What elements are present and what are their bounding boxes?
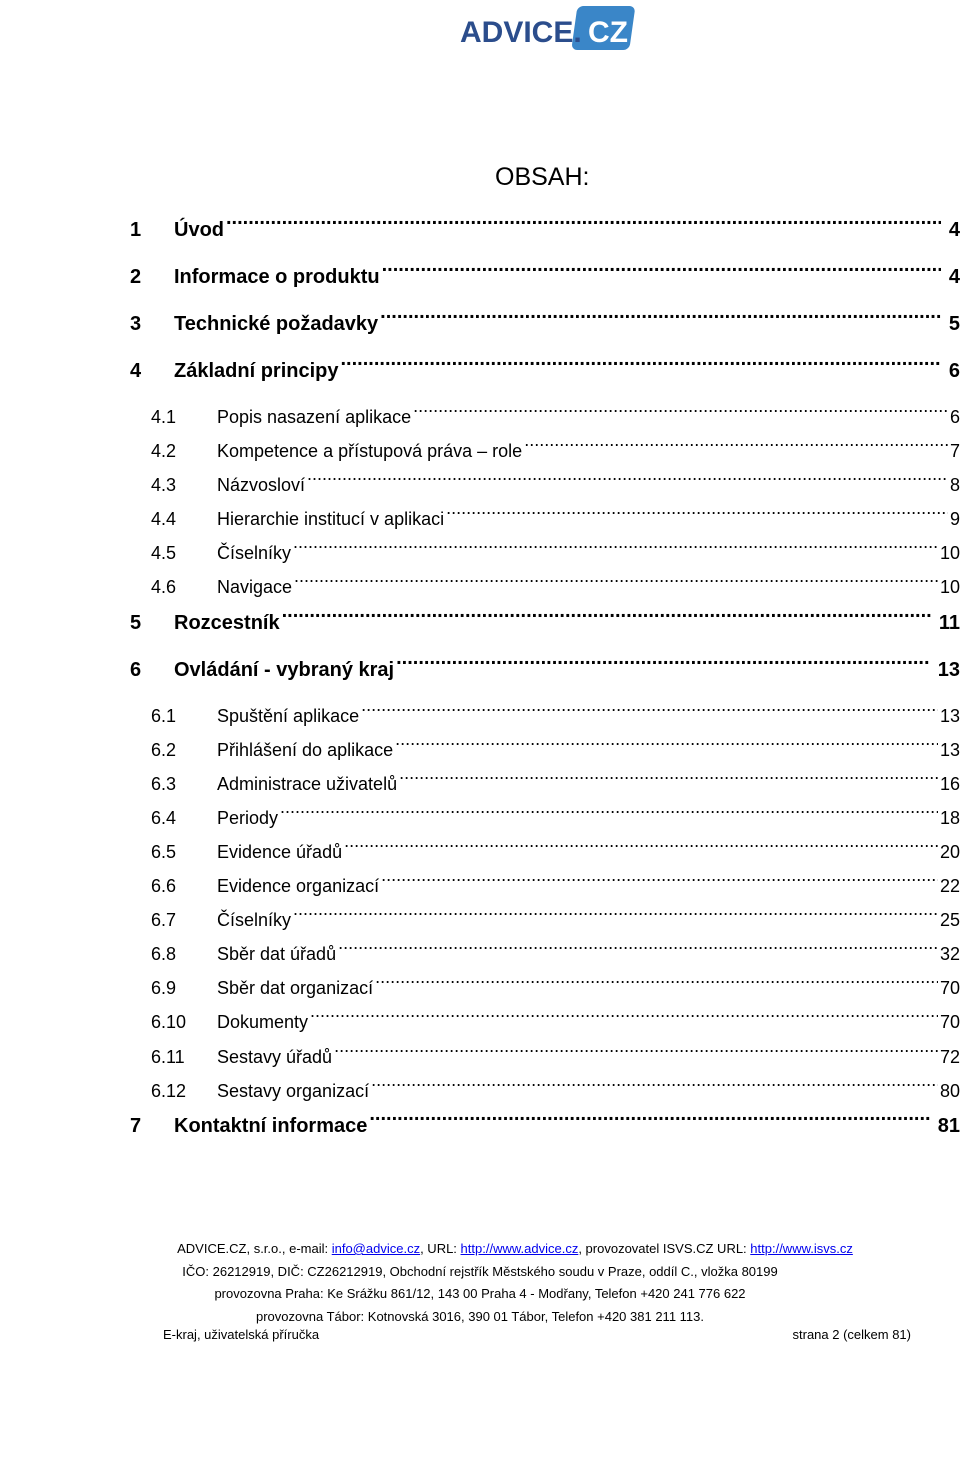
- toc-entry-number: 3: [130, 313, 142, 335]
- page-footer-row: [163, 1327, 911, 1342]
- toc-entry[interactable]: [130, 434, 960, 468]
- toc-entry-title: Sběr dat organizací: [217, 978, 374, 999]
- toc-leader-dots: [294, 572, 938, 594]
- toc-entry-title: Úvod: [174, 219, 224, 241]
- toc-leader-dots: [369, 1108, 929, 1132]
- toc-entry[interactable]: [130, 1005, 960, 1039]
- toc-leader-dots: [293, 905, 938, 927]
- footer-contact-line: [0, 1238, 960, 1261]
- toc-leader-dots: [282, 605, 931, 629]
- toc-entry-title: Sestavy úřadů: [217, 1046, 333, 1067]
- footer: [0, 1238, 960, 1328]
- table-of-contents: [130, 212, 960, 1155]
- toc-entry-page: 16: [939, 773, 960, 794]
- toc-entry-title: Informace o produktu: [174, 266, 380, 288]
- toc-entry-title: Kontaktní informace: [174, 1114, 368, 1137]
- toc-entry-title: Hierarchie institucí v aplikaci: [217, 509, 445, 530]
- footer-email-link[interactable]: info@advice.cz: [331, 1241, 421, 1256]
- toc-entry[interactable]: [130, 502, 960, 536]
- toc-entry[interactable]: [130, 1108, 960, 1155]
- toc-entry-title: Číselníky: [217, 910, 292, 931]
- toc-leader-dots: [375, 973, 938, 995]
- toc-leader-dots: [395, 734, 938, 756]
- toc-entry-page: 32: [939, 944, 960, 965]
- toc-entry[interactable]: [130, 903, 960, 937]
- toc-entry-title: Ovládání - vybraný kraj: [174, 658, 395, 681]
- toc-entry-number: 6.4: [151, 807, 177, 828]
- toc-entry-page: 6: [949, 407, 960, 427]
- toc-entry-page: 81: [937, 1114, 960, 1137]
- toc-entry-page: 10: [939, 543, 960, 564]
- toc-entry-title: Evidence úřadů: [217, 841, 343, 862]
- advice-logo: [458, 2, 640, 58]
- toc-entry[interactable]: [130, 937, 960, 971]
- toc-entry[interactable]: [130, 212, 960, 259]
- toc-entry[interactable]: [130, 400, 960, 434]
- toc-leader-dots: [344, 836, 938, 858]
- toc-entry-number: 6.12: [151, 1080, 187, 1101]
- toc-entry-number: 2: [130, 266, 142, 288]
- footer-website-link[interactable]: http://www.advice.cz: [460, 1241, 579, 1256]
- logo-cz-text: CZ: [588, 16, 628, 49]
- toc-entry-title: Přihlášení do aplikace: [217, 739, 394, 760]
- toc-leader-dots: [371, 1075, 938, 1097]
- toc-entry-number: 4.1: [151, 407, 177, 427]
- toc-entry-title: Základní principy: [174, 360, 339, 382]
- toc-entry-title: Číselníky: [217, 543, 292, 564]
- toc-entry[interactable]: [130, 353, 960, 400]
- toc-entry-page: 6: [948, 360, 960, 382]
- toc-entry[interactable]: [130, 652, 960, 699]
- toc-entry-number: 6.8: [151, 944, 177, 965]
- toc-leader-dots: [524, 436, 948, 458]
- toc-leader-dots: [413, 401, 948, 423]
- toc-entry-number: 6.3: [151, 773, 177, 794]
- toc-leader-dots: [226, 212, 941, 236]
- toc-entry-number: 6.5: [151, 841, 177, 862]
- toc-entry-number: 4: [130, 360, 142, 382]
- toc-entry[interactable]: [130, 869, 960, 903]
- toc-entry-number: 6.10: [151, 1012, 187, 1033]
- footer-address-tabor: provozovna Tábor: Kotnovská 3016, 390 01 Tábor, Telefon +420 381 211 113.: [256, 1308, 704, 1324]
- toc-entry-number: 6: [130, 658, 142, 681]
- toc-entry-page: 80: [939, 1080, 960, 1101]
- document-title: E-kraj, uživatelská příručka: [163, 1327, 320, 1342]
- toc-entry-page: 70: [939, 1012, 960, 1033]
- toc-entry-number: 6.1: [151, 705, 177, 726]
- toc-entry-page: 13: [937, 658, 960, 681]
- toc-leader-dots: [446, 504, 948, 526]
- toc-leader-dots: [396, 652, 930, 676]
- toc-entry-number: 1: [130, 219, 142, 241]
- toc-entry-page: 72: [939, 1046, 960, 1067]
- toc-leader-dots: [361, 700, 938, 722]
- toc-entry-title: Navigace: [217, 577, 293, 598]
- toc-entry-title: Sestavy organizací: [217, 1080, 370, 1101]
- toc-entry[interactable]: [130, 536, 960, 570]
- toc-entry[interactable]: [130, 971, 960, 1005]
- logo-graphic: [458, 2, 640, 58]
- toc-entry-page: 22: [939, 876, 960, 897]
- footer-company: ADVICE.CZ, s.r.o., e-mail:: [177, 1241, 332, 1256]
- toc-entry[interactable]: [130, 767, 960, 801]
- toc-entry-title: Periody: [217, 807, 279, 828]
- toc-leader-dots: [280, 802, 938, 824]
- logo-text: ADVICE.: [460, 16, 582, 49]
- toc-entry-title: Technické požadavky: [174, 313, 379, 335]
- toc-entry-number: 4.6: [151, 577, 177, 598]
- toc-entry[interactable]: [130, 1074, 960, 1108]
- toc-entry-page: 18: [939, 807, 960, 828]
- toc-entry-number: 7: [130, 1114, 142, 1137]
- toc-leader-dots: [334, 1041, 938, 1063]
- toc-entry-number: 4.3: [151, 475, 177, 496]
- toc-entry-title: Sběr dat úřadů: [217, 944, 337, 965]
- footer-registration: IČO: 26212919, DIČ: CZ26212919, Obchodní rejstřík Městského soudu v Praze, oddíl C., vložka 80199: [182, 1263, 778, 1279]
- toc-entry-page: 70: [939, 978, 960, 999]
- footer-url-label: , URL:: [420, 1241, 461, 1256]
- toc-entry-page: 25: [939, 910, 960, 931]
- toc-heading: OBSAH:: [495, 163, 590, 191]
- footer-isvs-label: , provozovatel ISVS.CZ URL:: [578, 1241, 751, 1256]
- footer-address-praha: provozovna Praha: Ke Srážku 861/12, 143 00 Praha 4 - Modřany, Telefon +420 241 776 622: [214, 1286, 746, 1301]
- toc-entry[interactable]: [130, 259, 960, 306]
- toc-entry-page: 10: [939, 577, 960, 598]
- toc-entry-title: Rozcestník: [174, 611, 280, 634]
- toc-entry[interactable]: [130, 699, 960, 733]
- toc-entry[interactable]: [130, 605, 960, 652]
- toc-entry[interactable]: [130, 468, 960, 502]
- toc-leader-dots: [338, 939, 938, 961]
- toc-entry-page: 5: [948, 313, 960, 335]
- toc-entry-page: 7: [949, 441, 960, 462]
- toc-leader-dots: [382, 259, 941, 283]
- footer-isvs-link[interactable]: http://www.isvs.cz: [750, 1241, 853, 1256]
- toc-entry-title: Administrace uživatelů: [217, 773, 398, 794]
- toc-leader-dots: [293, 538, 938, 560]
- toc-entry-page: 11: [938, 611, 960, 634]
- toc-entry-number: 6.11: [151, 1046, 185, 1067]
- toc-entry-title: Názvosloví: [217, 475, 306, 496]
- toc-entry-number: 6.9: [151, 978, 177, 999]
- toc-entry-number: 6.2: [151, 739, 177, 760]
- toc-entry[interactable]: [130, 306, 960, 353]
- toc-entry-page: 8: [949, 475, 960, 496]
- toc-leader-dots: [310, 1007, 938, 1029]
- toc-entry-number: 6.7: [151, 910, 177, 931]
- toc-entry-title: Kompetence a přístupová práva – role: [217, 441, 523, 462]
- toc-entry-number: 4.4: [151, 509, 177, 530]
- toc-leader-dots: [399, 768, 938, 790]
- toc-leader-dots: [380, 306, 941, 330]
- toc-entry-title: Popis nasazení aplikace: [217, 407, 412, 427]
- page-number: strana 2 (celkem 81): [792, 1327, 911, 1342]
- toc-entry-page: 13: [939, 739, 960, 760]
- toc-leader-dots: [381, 870, 938, 892]
- toc-entry-number: 4.2: [151, 441, 177, 462]
- toc-entry[interactable]: [130, 835, 960, 869]
- toc-entry-page: 4: [948, 219, 960, 241]
- toc-entry-title: Spuštění aplikace: [217, 705, 360, 726]
- toc-entry-page: 9: [949, 509, 960, 530]
- toc-leader-dots: [340, 353, 940, 377]
- toc-entry-number: 4.5: [151, 543, 177, 564]
- toc-entry[interactable]: [130, 1040, 960, 1074]
- toc-entry-page: 4: [948, 266, 960, 288]
- toc-entry-page: 13: [939, 705, 960, 726]
- toc-entry-title: Evidence organizací: [217, 876, 380, 897]
- toc-entry-page: 20: [939, 841, 960, 862]
- toc-entry-number: 6.6: [151, 876, 177, 897]
- toc-entry-title: Dokumenty: [217, 1012, 309, 1033]
- toc-entry[interactable]: [130, 801, 960, 835]
- toc-entry[interactable]: [130, 733, 960, 767]
- toc-entry[interactable]: [130, 570, 960, 604]
- toc-leader-dots: [307, 470, 948, 492]
- toc-entry-number: 5: [130, 611, 142, 634]
